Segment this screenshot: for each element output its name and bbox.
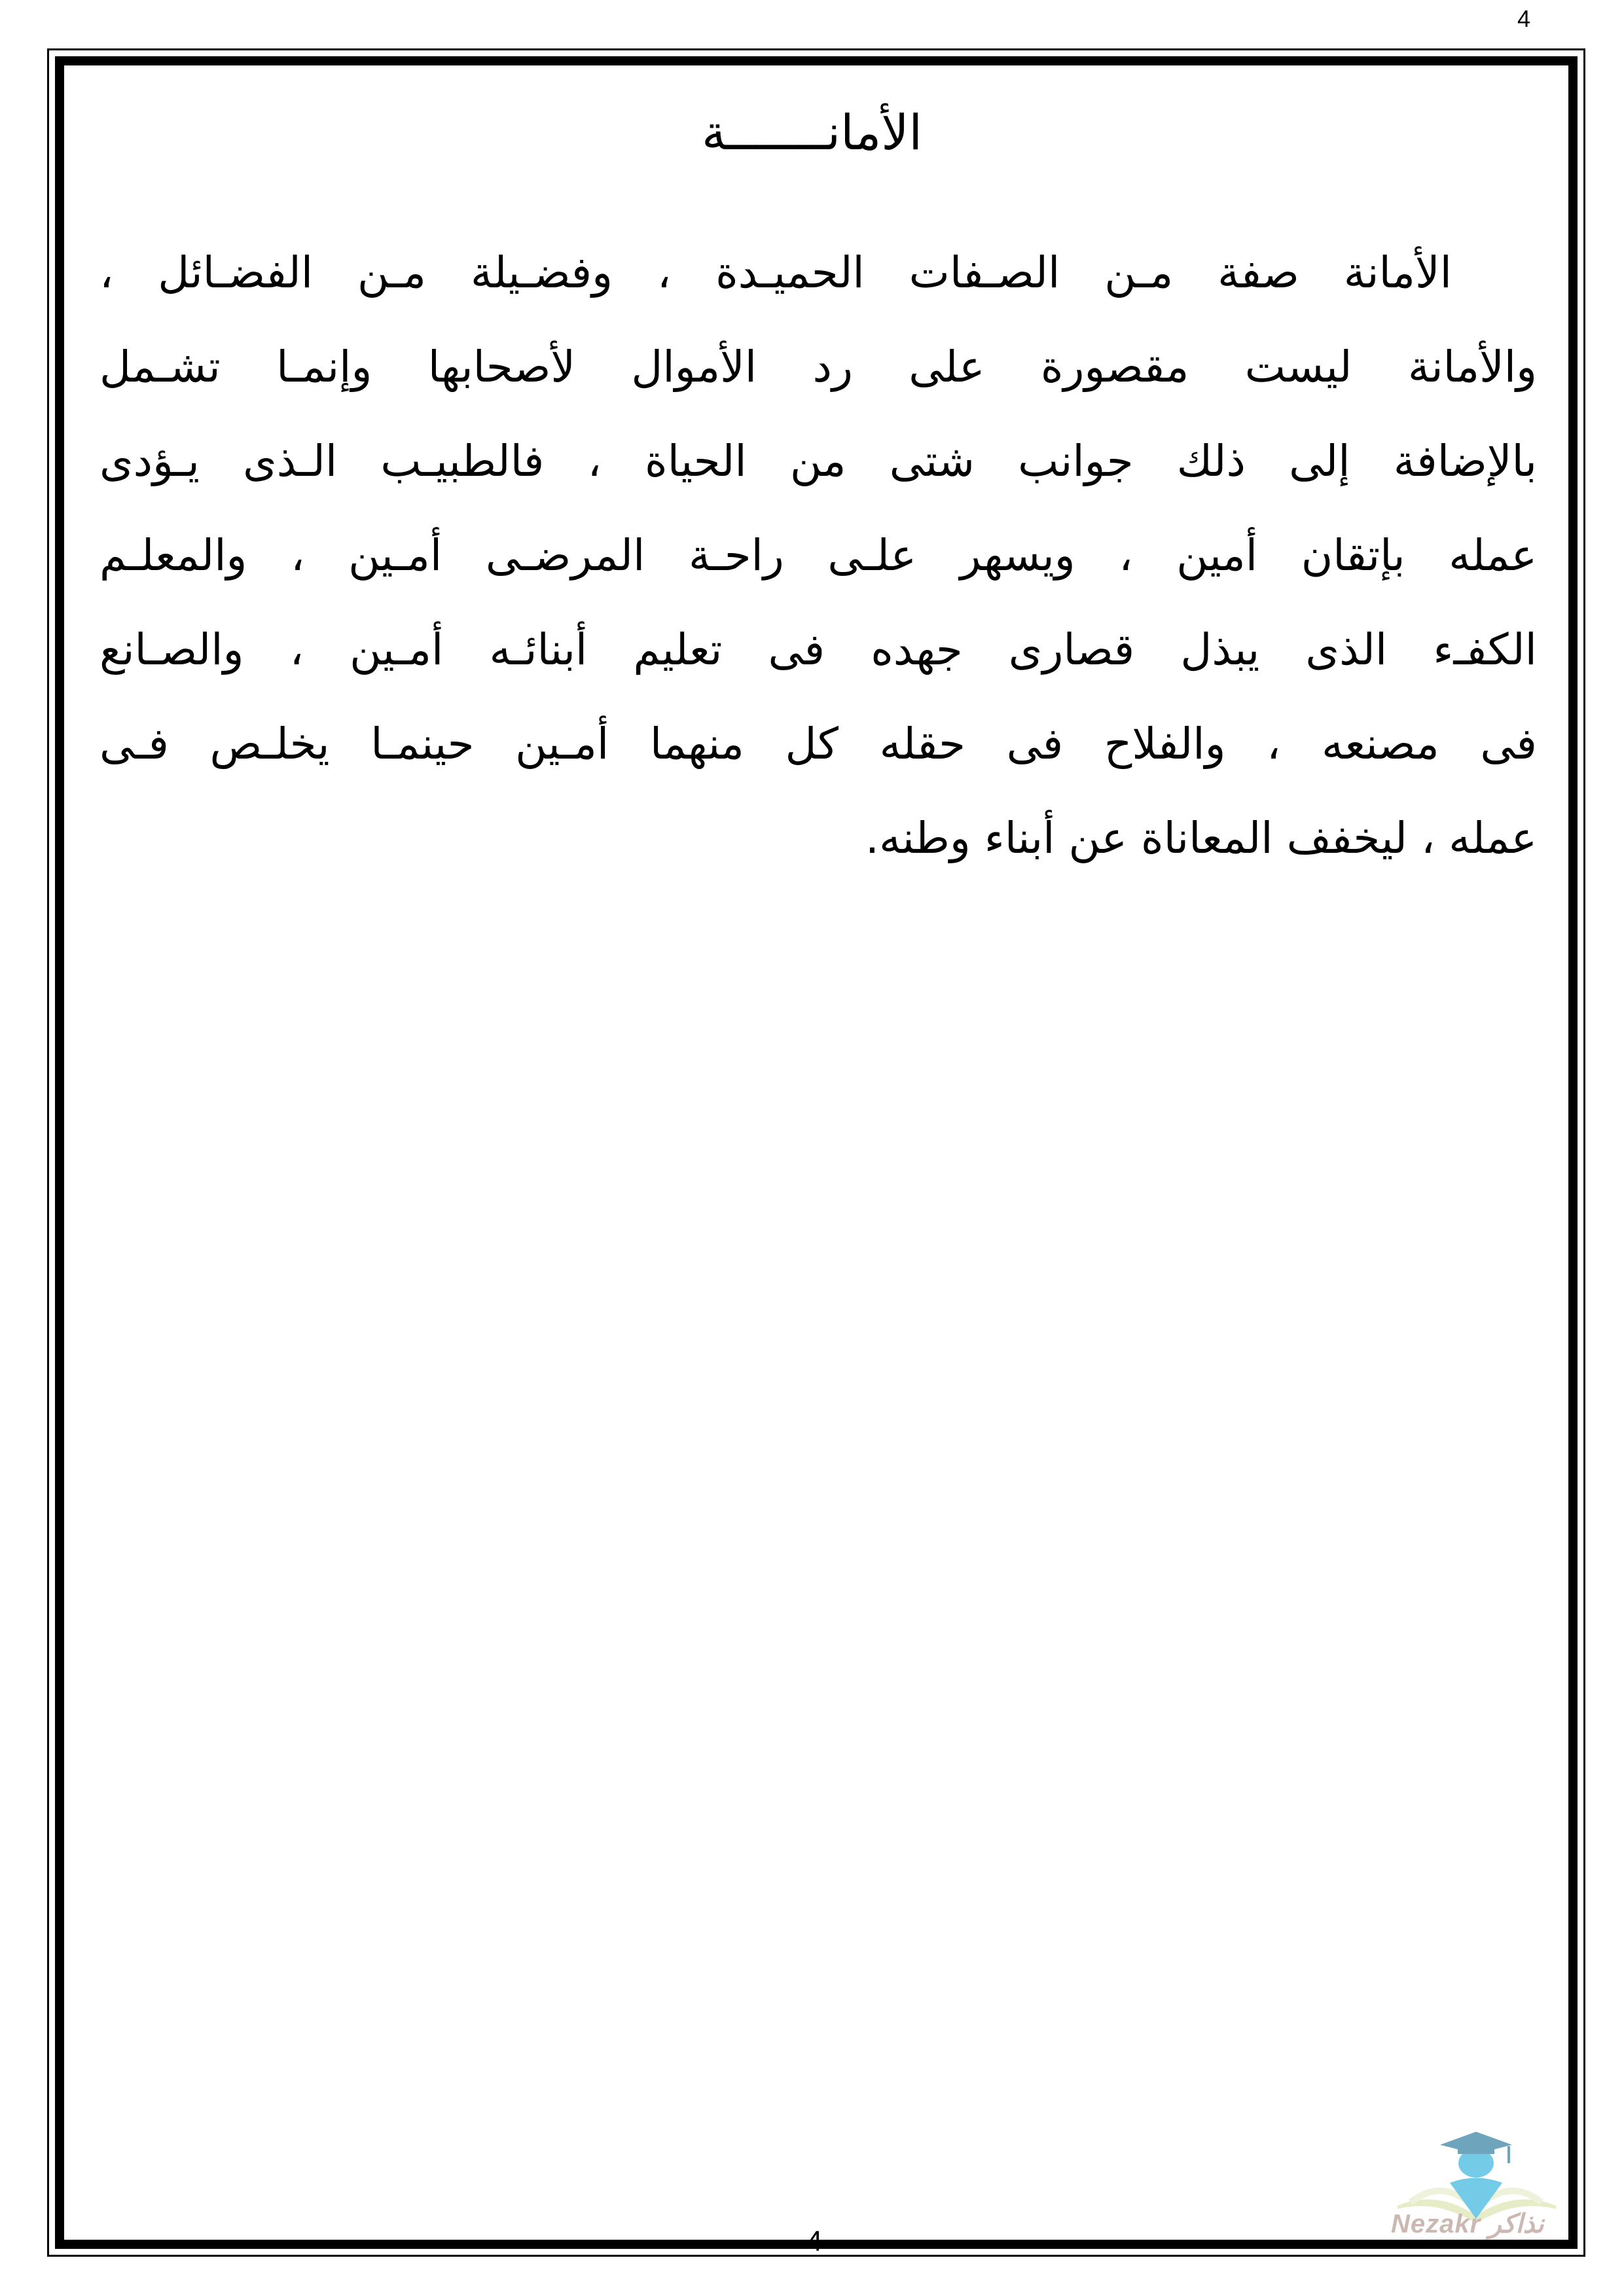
paragraph-line: والأمانة ليست مقصورة على رد الأموال لأصحابها وإنمـا تشـمل bbox=[99, 342, 1537, 392]
body-paragraph bbox=[99, 226, 1537, 886]
paragraph-line: الأمانة صفة مـن الصـفات الحميـدة ، وفضـيلة مـن الفضـائل ، bbox=[99, 247, 1452, 298]
paragraph-line: عمله بإتقان أمين ، ويسهر علـى راحـة المرضـى أمـين ، والمعلـم bbox=[99, 530, 1537, 581]
paragraph-line: فى مصنعه ، والفلاح فى حقله كل منهما أمـين حينمـا يخلـص فـى bbox=[99, 719, 1537, 769]
paragraph-line: عمله ، ليخفف المعاناة عن أبناء وطنه. bbox=[865, 813, 1537, 863]
page-title: الأمانـــــــة bbox=[702, 105, 922, 161]
page-number-bottom: 4 bbox=[806, 2225, 823, 2257]
page-number-top: 4 bbox=[1517, 5, 1531, 32]
watermark-text: Nezakr نذاكر bbox=[1391, 2210, 1544, 2238]
paragraph-line: بالإضافة إلى ذلك جوانب شتى من الحياة ، فالطبيـب الـذى يـؤدى bbox=[99, 436, 1537, 486]
paragraph-line: الكفـء الذى يبذل قصارى جهده فى تعليم أبنائـه أمـين ، والصـانع bbox=[99, 624, 1537, 675]
